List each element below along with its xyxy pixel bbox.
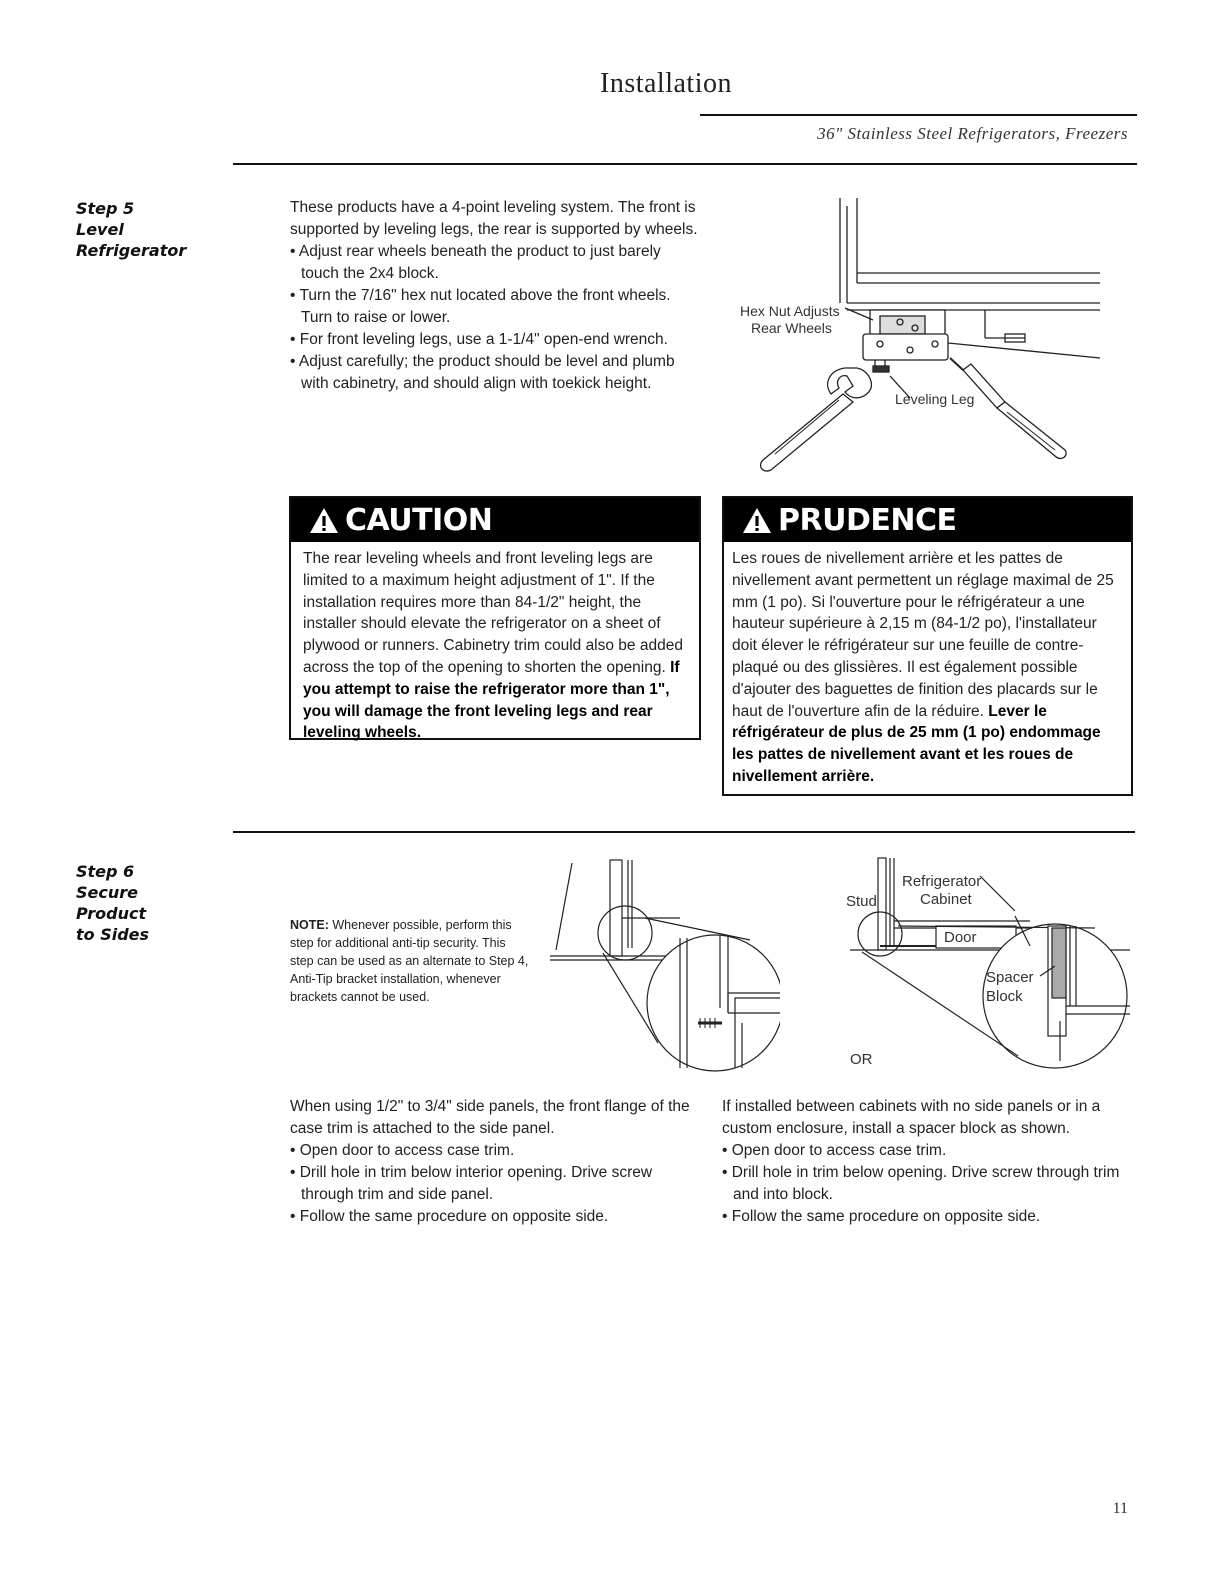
label-stud: Stud [846,893,877,910]
page-number: 11 [1112,1500,1128,1517]
step6-right-bullet: • Drill hole in trim below opening. Drive screw through trim and into block. [722,1164,1120,1203]
caution-box [289,496,701,740]
step6-left-intro: When using 1/2" to 3/4" side panels, the front flange of the case trim is attached to the side panel. [290,1098,690,1137]
side-panel-diagram [550,858,780,1073]
step6-right-intro: If installed between cabinets with no side panels or in a custom enclosure, install a spacer block as shown. [722,1098,1101,1137]
note-text: Whenever possible, perform this step for additional anti-tip security. This step can be used as an alternate to Step 4, Anti-Tip bracket installation, whenever brackets cannot be used. [290,918,529,1004]
prudence-header [724,498,1131,542]
spacer-block-diagram [840,856,1130,1071]
leveling-diagram [735,198,1115,478]
prudence-text: Les roues de nivellement arrière et les pattes de nivellement avant permettent un réglage maximal de 25 mm (1 po). Si l'ouverture pour le réfrigérateur a une hauteur supérieure à 2,15 m (84-1/2 po), l'installateur doit élever le réfrigérateur sur une feuille de contre-plaqué ou des glissières. Il est également possible d'ajouter des baguettes de finition des placards sur le haut de l'ouverture afin de la réduire. [732,550,1114,720]
label-rear-wheels: Rear Wheels [751,320,832,336]
warning-triangle-icon [309,506,339,534]
header-rule-long [233,163,1137,165]
label-refrigerator: Refrigerator [902,873,982,890]
step6-left-bullet: • Open door to access case trim. [290,1142,515,1159]
caution-body [291,542,699,750]
step5-bullet: • Adjust carefully; the product should be level and plumb with cabinetry, and should align with toekick height. [290,353,675,392]
warning-triangle-icon [742,506,772,534]
step6-heading-line: Product [76,904,147,923]
section-rule [233,831,1135,833]
step6-heading-line: Step 6 [76,862,135,881]
step5-heading [76,198,186,261]
caution-title: CAUTION [345,502,493,538]
label-hex-nut: Hex Nut Adjusts [740,303,840,319]
step6-left-bullet: • Drill hole in trim below interior opening. Drive screw through trim and side panel. [290,1164,653,1203]
caution-header [291,498,699,542]
page-subtitle: 36" Stainless Steel Refrigerators, Freezers [817,124,1128,143]
step6-heading-line: to Sides [76,925,150,944]
page-title: Installation [600,68,732,99]
step5-intro: These products have a 4-point leveling system. The front is supported by leveling legs, the rear is supported by wheels. [290,199,698,238]
step6-left-text [290,1096,700,1228]
prudence-bold: Lever le réfrigérateur de plus de 25 mm (1 po) endommage les pattes de nivellement avant et les roues de nivellement arrière. [732,702,1101,785]
prudence-body [724,542,1131,794]
label-cabinet: Cabinet [920,891,972,908]
step5-heading-line: Refrigerator [76,241,187,260]
prudence-title: PRUDENCE [778,502,957,538]
label-block: Block [986,988,1023,1005]
step5-heading-line: Step 5 [76,199,135,218]
step5-text [290,197,700,395]
label-spacer: Spacer [986,969,1034,986]
note-label: NOTE: [290,918,329,932]
step5-bullet: • Adjust rear wheels beneath the product to just barely touch the 2x4 block. [290,243,661,282]
step5-bullet: • Turn the 7/16" hex nut located above the front wheels. Turn to raise or lower. [290,287,671,326]
step5-heading-line: Level [76,220,124,239]
prudence-box [722,496,1133,796]
caution-bold: If you attempt to raise the refrigerator more than 1", you will damage the front leveling legs and rear leveling wheels. [303,658,680,742]
step6-heading [76,861,149,945]
label-or: OR [850,1051,873,1068]
caution-text: The rear leveling wheels and front leveling legs are limited to a maximum height adjustment of 1". If the installation requires more than 84-1/2" height, the installer should elevate the refrigerator on a sheet of plywood or runners. Cabinetry trim could also be added across the top of the opening to shorten the opening. [303,550,683,676]
step6-heading-line: Secure [76,883,138,902]
label-leveling-leg: Leveling Leg [895,391,975,407]
label-door: Door [944,929,977,946]
header-rule-short [700,114,1137,116]
step6-right-bullet: • Follow the same procedure on opposite side. [722,1208,1041,1225]
step6-right-text [722,1096,1132,1228]
step5-bullet: • For front leveling legs, use a 1-1/4" open-end wrench. [290,331,668,348]
step6-left-bullet: • Follow the same procedure on opposite side. [290,1208,609,1225]
step6-right-bullet: • Open door to access case trim. [722,1142,947,1159]
step6-note [290,916,530,1006]
